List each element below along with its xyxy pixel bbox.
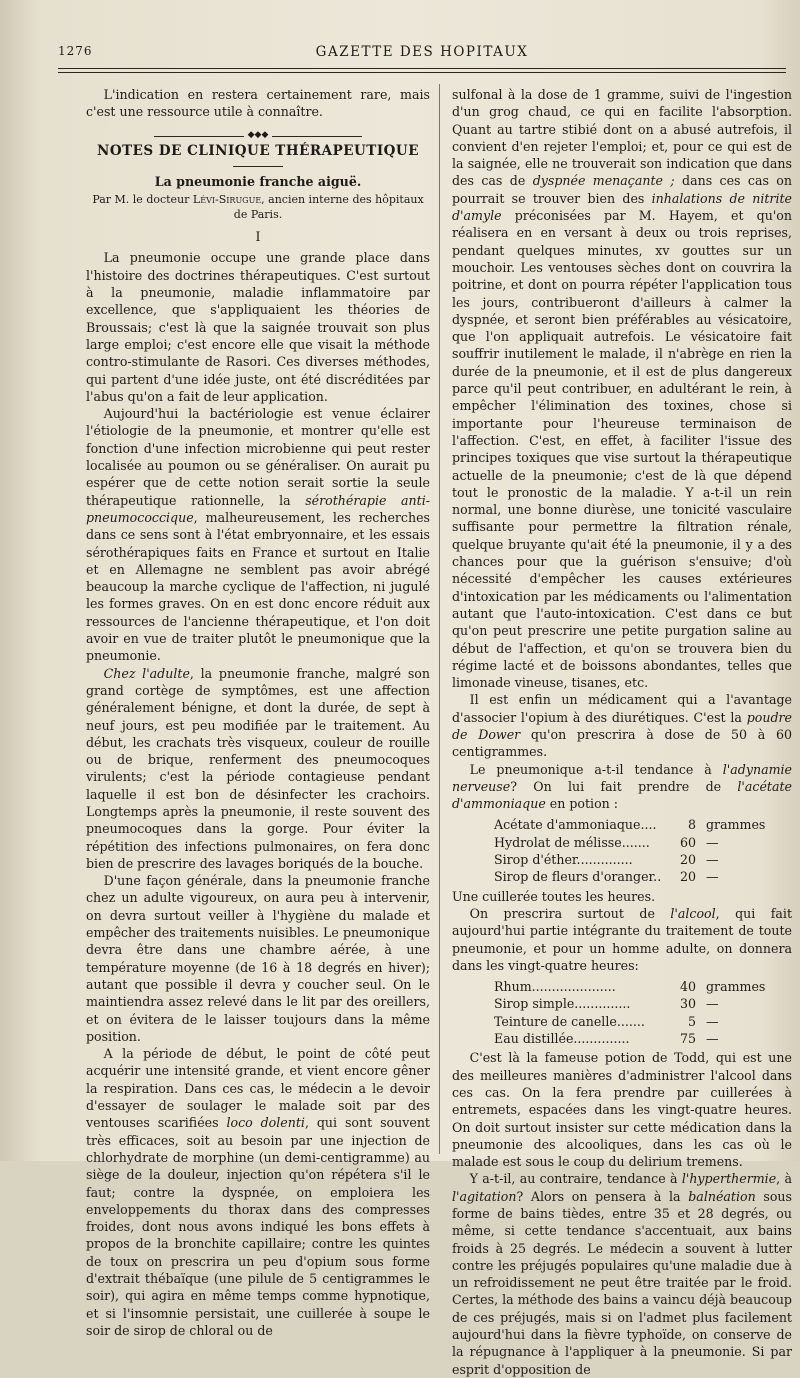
recipe-row: Sirop d'éther.............. 20 — [494,852,719,868]
paragraph-hygiene: D'une façon générale, dans la pneumonie franche chez un adulte vigoureux, on aura peu à intervenir, on devra surtout veiller à l'hygiène du malade et empêcher des traitements nuisibles. Le pneumonique devra être dans une chambre aérée, à une température moyenne (de 16 à 18 degrés en hiver); autant que possible il devra y coucher seul. On le maintiendra assez relevé dans le lit par des oreillers, et on évitera de le laisser toujours dans la même position. [86,873,430,1044]
column-divider [439,84,440,1154]
recipe-row: Teinture de canelle....... 5 — [494,1013,719,1029]
paragraph-hyperthermia: Y a-t-il, au contraire, tendance à l'hyperthermie, à l'agitation? Alors on pensera à la balnéation sous forme de bains tièdes, entre 35 et 28 degrés, ou même, si cette tendance s'accentuait, aux bains froids à 25 degrés. Le médecin a souvent à lutter contre les préjugés populaires qu'une maladie due à un refroidissement ne peut être traitée par le froid. Certes, la méthode des bains a vaincu déjà beaucoup de ces préjugés, mais si on l'admet plus facilement aujourd'hui dans la fièvre typhoïde, on conserve de la répugnance à l'appliquer à la pneumonie. Si par esprit d'opposition de [452,1171,792,1377]
byline: Par M. le docteur Lévi-Sirugue, ancien interne des hôpitaux de Paris. [92,193,424,222]
paragraph-alcohol: On prescrira surtout de l'alcool, qui fait aujourd'hui partie intégrante du traitement de toute pneumonie, et pour un homme adulte, on donnera dans les vingt-quatre heures: [452,905,792,973]
recipe-row: Sirop de fleurs d'oranger.. 20 — [494,869,719,885]
running-header [58,44,786,66]
recipe-row: Sirop simple.............. 30 — [494,996,719,1012]
article-title: La pneumonie franche aiguë. [154,173,362,189]
paragraph-history: La pneumonie occupe une grande place dans l'histoire des doctrines thérapeutiques. C'est surtout à la pneumonie, maladie inflammatoire par excellence, que s'appliquaient les théories de Broussais; c'est là que la saignée trouvait son plus large emploi; c'est encore elle que visait la méthode contro-stimulante de Rasori. Ces diverses méthodes, qui partent d'une idée juste, ont été discréditées par l'abus qu'on a fait de leur application. [86,250,430,404]
section-title: NOTES DE CLINIQUE THÉRAPEUTIQUE [97,142,419,159]
intro-paragraph: L'indication en restera certainement rare, mais c'est une ressource utile à connaître. [86,87,430,120]
title-rule [233,166,283,167]
recipe-row: Rhum..................... 40 grammes [494,979,766,995]
recipe-note: Une cuillerée toutes les heures. [452,888,656,904]
recipe-row: Acétate d'ammoniaque.... 8 grammes [494,817,766,833]
ornament-divider: ◆◆◆ [86,127,430,137]
paragraph-bacteriology: Aujourd'hui la bactériologie est venue éclairer l'étiologie de la pneumonie, et montrer qu'elle est fonction d'une infection microbienne qui peut rester localisée au poumon ou se généraliser. On aurait pu espérer que de cette notion serait sortie la seule thérapeutique rationnelle, la sérothérapie anti-pneumococcique, malheureusement, les recherches dans ce sens sont à l'état embryonnaire, et les essais sérothérapiques faits en France et surtout en Italie et en Allemagne ne semblent pas avoir abrégé beaucoup la marche cyclique de l'affection, ni jugulé les formes graves. On en est donc encore réduit aux ressources de l'ancienne thérapeutique, et l'on doit avoir en vue de traiter plutôt le pneumonique que la pneumonie. [86,406,430,664]
paragraph-continuation: sulfonal à la dose de 1 gramme, suivi de l'ingestion d'un grog chaud, ce qui en facilite l'absorption. Quant au tartre stibié dont on a abusé autrefois, il convient d'en rejeter l'emploi; et, pour ce qui est de la saignée, elle ne trouverait son indication que dans des cas de dyspnée menaçante ; dans ces cas on pourrait se trouver bien des inhalations de nitrite d'amyle préconisées par M. Hayem, et qu'on réalisera en en versant à deux ou trois reprises, pendant quelques minutes, xv gouttes sur un mouchoir. Les ventouses sèches dont on couvrira la poitrine, et dont on pourra répéter l'application tous les jours, contribueront d'ailleurs à calmer la dyspnée, et seront bien préférables au vésicatoire, que l'on appliquait autrefois. Le vésicatoire fait souffrir inutilement le malade, il n'abrège en rien la durée de la pneumonie, et il est de plus dangereux parce qu'il peut contribuer, en adultérant le rein, à empêcher l'élimination des toxines, chose si importante pour l'heureuse terminaison de l'affection. C'est, en effet, à faciliter l'issue des principes toxiques que vise surtout la thérapeutique actuelle de la pneumonie; c'est de là que dépend tout le pronostic de la maladie. Y a-t-il un rein normal, une bonne diurèse, une tonicité vasculaire suffisante pour permettre la filtration rénale, quelque bruyante qu'ait été la pneumonie, il y a des chances pour que la guérison s'ensuive; d'où nécessité d'empêcher les causes extérieures d'intoxication par les médicaments ou l'alimentation autant que l'auto-intoxication. C'est dans ce but qu'on peut prescrire une petite purgation saline au début de l'affection, et qu'on se trouvera bien du régime lacté et de boissons abondantes, telles que limonade vineuse, tisanes, etc. [452,87,793,691]
header-rule-thick [58,68,786,69]
left-column [86,86,430,1338]
author-name: Lévi-Sirugue [192,193,262,207]
recipe-row: Eau distillée.............. 75 — [494,1031,719,1047]
header-rule-thin [58,72,786,73]
paragraph-adynamia: Le pneumonique a-t-il tendance à l'adynamie nerveuse? On lui fait prendre de l'acétate d'ammoniaque en potion : [452,761,792,812]
section-number: I [255,229,261,245]
paragraph-adult: Chez l'adulte, la pneumonie franche, malgré son grand cortège de symptômes, est une affection généralement bénigne, et dont la durée, de sept à neuf jours, est peu modifiée par le traitement. Au début, les crachats très visqueux, couleur de rouille ou de brique, renferment des pneumocoques virulents; c'est la période contagieuse pendant laquelle il est bon de désinfecter les crachoirs. Longtemps après la pneumonie, il reste souvent des pneumocoques dans la gorge. Pour éviter la répétition des infections pulmonaires, on fera donc bien de prescrire des lavages boriqués de la bouche. [86,665,430,871]
paragraph-todd: C'est là la fameuse potion de Todd, qui est une des meilleures manières d'administrer l'alcool dans ces cas. On la fera prendre par cuillerées à entremets, espacées dans les vingt-quatre heures. On doit surtout insister sur cette médication dans la pneumonie des alcooliques, dans les cas où le malade est sous le coup du delirium tremens. [452,1050,792,1170]
right-column [452,86,793,1377]
journal-title: GAZETTE DES HOPITAUX [315,44,529,60]
paragraph-onset: A la période de début, le point de côté peut acquérir une intensité grande, et vient encore gêner la respiration. Dans ces cas, le médecin a le devoir d'essayer de soulager le malade soit par des ventouses scarifiées loco dolenti, qui sont souvent très efficaces, soit au besoin par une injection de chlorhydrate de morphine (un demi-centigramme) au siège de la douleur, injection qu'on répétera s'il le faut; contre la dyspnée, on emploiera les enveloppements du thorax dans des compresses froides, dont nous avons indiqué les bons effets à propos de la bronchite capillaire; contre les quintes de toux on prescrira un peu d'opium sous forme d'extrait thébaïque (une pilule de 5 centigrammes le soir), qui agira en même temps comme hypnotique, et si l'insomnie persistait, une cuillerée à soupe le soir de sirop de chloral ou de [86,1046,430,1338]
page-number: 1276 [58,44,93,58]
recipe-ammonium-acetate [452,816,792,885]
recipe-row: Hydrolat de mélisse....... 60 — [494,834,719,850]
paragraph-dower: Il est enfin un médicament qui a l'avantage d'associer l'opium à des diurétiques. C'est la poudre de Dower qu'on prescrira à dose de 50 à 60 centigrammes. [452,692,793,760]
recipe-todd-potion [452,978,792,1047]
